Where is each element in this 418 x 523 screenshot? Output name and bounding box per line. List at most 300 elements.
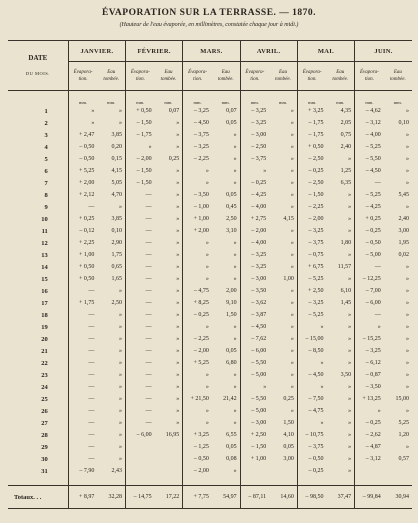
rain-cell: » <box>348 156 352 162</box>
evaporation-cell: – 4,25 <box>240 189 269 201</box>
totals-label: Totaux. . . <box>8 486 68 509</box>
rain-cell: 1,50 <box>226 312 237 318</box>
evaporation-cell: – 15,00 <box>297 333 326 345</box>
evaporation-cell: – 0,50 <box>68 153 97 165</box>
rain-cell: » <box>119 336 123 342</box>
unit-label: mm. <box>212 91 240 106</box>
evaporation-cell: — <box>126 237 155 249</box>
units-spacer <box>8 91 68 106</box>
table-row <box>8 417 412 429</box>
evaporation-cell: + 2,00 <box>68 177 97 189</box>
evaporation-cell: – 5,00 <box>355 249 384 261</box>
evaporation-cell: – 0,87 <box>355 369 384 381</box>
rain-column-header <box>212 62 240 91</box>
rain-cell: » <box>406 300 409 306</box>
evaporation-cell: – 3,25 <box>355 345 384 357</box>
total-evaporation-cell: – 87,11 <box>240 486 269 509</box>
spacer-cell <box>384 477 412 486</box>
evaporation-cell: — <box>68 393 97 405</box>
rain-cell: » <box>290 408 294 414</box>
table-row <box>8 213 412 225</box>
evaporation-cell: – 0,25 <box>183 309 212 321</box>
rain-cell: 0,07 <box>168 108 180 114</box>
rain-cell: 5,45 <box>398 192 409 198</box>
evaporation-cell: – 12,25 <box>355 273 384 285</box>
evaporation-cell: – 4,87 <box>355 441 384 453</box>
day-number: 1 <box>44 107 48 115</box>
rain-cell: 1,45 <box>340 300 352 306</box>
rain-label: tombée. <box>390 77 406 82</box>
rain-cell: » <box>406 408 409 414</box>
rain-label: tombée. <box>217 77 234 82</box>
rain-cell: » <box>119 432 123 438</box>
evaporation-cell: — <box>68 285 97 297</box>
evaporation-cell: — <box>68 369 97 381</box>
rain-cell: » <box>348 396 352 402</box>
table-row <box>8 129 412 141</box>
evaporation-cell: – 3,25 <box>297 297 326 309</box>
rain-cell: » <box>233 180 237 186</box>
evaporation-cell: – 4,25 <box>355 201 384 213</box>
table-row <box>8 105 412 117</box>
day-number: 23 <box>41 371 48 379</box>
rain-cell: 9,10 <box>226 300 237 306</box>
evaporation-cell: – 1,75 <box>297 129 326 141</box>
evaporation-cell: – 3,50 <box>240 285 269 297</box>
evaporation-cell: — <box>126 345 155 357</box>
rain-cell: » <box>176 300 180 306</box>
day-number: 29 <box>41 443 48 451</box>
evaporation-cell: – 4,75 <box>183 285 212 297</box>
table-row <box>8 393 412 405</box>
rain-cell: » <box>233 144 237 150</box>
rain-cell: » <box>406 132 409 138</box>
rain-cell: » <box>348 252 352 258</box>
evaporation-cell <box>126 465 155 477</box>
evaporation-cell: – 0,25 <box>297 465 326 477</box>
rain-cell: » <box>406 384 409 390</box>
evaporation-cell: — <box>126 357 155 369</box>
total-rain-cell: 54,97 <box>212 486 240 509</box>
rain-cell: » <box>348 468 352 474</box>
total-rain-cell: 14,60 <box>269 486 297 509</box>
evaporation-cell: » <box>183 249 212 261</box>
rain-cell: » <box>290 252 294 258</box>
rain-cell: » <box>290 348 294 354</box>
rain-label: Eau <box>107 70 116 75</box>
evaporation-cell: – 6,00 <box>240 345 269 357</box>
rain-cell: » <box>406 288 409 294</box>
rain-cell: » <box>119 420 123 426</box>
table-row <box>8 405 412 417</box>
evaporation-cell: — <box>68 417 97 429</box>
rain-cell: » <box>176 336 180 342</box>
rain-cell: » <box>348 456 352 462</box>
evaporation-cell: – 2,25 <box>183 333 212 345</box>
evaporation-cell: » <box>183 273 212 285</box>
rain-cell: » <box>290 132 294 138</box>
rain-cell: » <box>406 372 409 378</box>
total-rain-cell: 32,28 <box>97 486 125 509</box>
evaporation-cell: – 15,25 <box>355 333 384 345</box>
rain-label: Eau <box>336 70 345 75</box>
rain-cell: » <box>233 384 237 390</box>
rain-cell: 4,10 <box>283 432 294 438</box>
evaporation-cell: + 2,25 <box>68 237 97 249</box>
rain-cell: 3,85 <box>111 216 123 222</box>
rain-cell: 2,05 <box>340 120 352 126</box>
evaporation-cell: + 1,00 <box>240 453 269 465</box>
rain-label: tombée. <box>332 77 349 82</box>
evaporation-cell: – 3,25 <box>240 261 269 273</box>
month-header: AVRIL. <box>240 41 297 62</box>
evaporation-cell: — <box>126 417 155 429</box>
evaporation-cell: — <box>126 249 155 261</box>
rain-cell: » <box>176 264 180 270</box>
evaporation-cell: – 0,50 <box>68 141 97 153</box>
table-row <box>8 249 412 261</box>
evaporation-cell: » <box>183 321 212 333</box>
rain-cell: » <box>406 360 409 366</box>
rain-cell <box>384 465 412 477</box>
spacer-cell <box>126 477 155 486</box>
rain-cell: » <box>290 312 294 318</box>
rain-label: Eau <box>164 70 173 75</box>
evaporation-cell: – 3,50 <box>355 381 384 393</box>
rain-cell: 1,80 <box>340 240 352 246</box>
table-row <box>8 177 412 189</box>
rain-cell: » <box>176 360 180 366</box>
day-number: 9 <box>44 203 48 211</box>
evaporation-cell: — <box>126 393 155 405</box>
evaporation-cell: – 5,25 <box>297 273 326 285</box>
rain-cell: 0,10 <box>398 120 409 126</box>
evaporation-label: tion. <box>78 77 88 82</box>
rain-cell: » <box>119 288 123 294</box>
rain-cell: » <box>176 312 180 318</box>
rain-cell: 15,00 <box>395 396 409 402</box>
rain-cell: 1,00 <box>283 276 294 282</box>
rain-cell: 0,05 <box>283 444 294 450</box>
rain-cell: » <box>119 204 123 210</box>
rain-cell: » <box>119 360 123 366</box>
evaporation-cell: – 8,50 <box>297 345 326 357</box>
table-row <box>8 201 412 213</box>
day-number: 15 <box>41 275 48 283</box>
column-subheader-row <box>8 62 412 91</box>
rain-cell: » <box>348 192 352 198</box>
rain-cell: 4,15 <box>111 168 123 174</box>
table-row <box>8 297 412 309</box>
unit-label: mm. <box>155 91 183 106</box>
evaporation-cell: » <box>126 141 155 153</box>
rain-cell: » <box>176 408 180 414</box>
rain-cell: 0,10 <box>111 228 123 234</box>
evaporation-cell: » <box>183 417 212 429</box>
day-number: 5 <box>44 155 48 163</box>
evaporation-cell: – 4,50 <box>183 117 212 129</box>
evaporation-cell: – 7,62 <box>240 333 269 345</box>
evaporation-label: Évapora- <box>130 70 150 75</box>
rain-cell: » <box>176 372 180 378</box>
spacer-cell <box>240 477 269 486</box>
rain-cell: 3,00 <box>283 456 294 462</box>
day-number: 6 <box>44 167 48 175</box>
month-header: MAI. <box>297 41 354 62</box>
rain-cell: 2,43 <box>111 468 123 474</box>
rain-cell: » <box>406 348 409 354</box>
evaporation-cell: – 3,12 <box>355 117 384 129</box>
rain-cell: » <box>119 312 123 318</box>
evaporation-cell: » <box>355 321 384 333</box>
unit-label: mm. <box>126 91 155 106</box>
evaporation-label: tion. <box>193 77 203 82</box>
rain-cell: 0,05 <box>226 444 237 450</box>
rain-cell: 1,65 <box>111 276 123 282</box>
rain-cell: » <box>233 168 237 174</box>
evaporation-cell: – 5,00 <box>240 405 269 417</box>
evaporation-cell: — <box>355 177 384 189</box>
table-row <box>8 381 412 393</box>
rain-column-header <box>269 62 297 91</box>
evaporation-label: tion. <box>364 77 374 82</box>
rain-cell: 6,80 <box>226 360 237 366</box>
table-row <box>8 357 412 369</box>
unit-label: mm. <box>240 91 269 106</box>
units-row <box>8 91 412 106</box>
total-rain-cell: 30,94 <box>384 486 412 509</box>
evaporation-cell: – 3,75 <box>183 129 212 141</box>
rain-cell: » <box>176 324 180 330</box>
rain-cell: » <box>406 204 409 210</box>
rain-cell: » <box>176 192 180 198</box>
evaporation-cell: – 4,62 <box>355 105 384 117</box>
rain-cell: » <box>348 336 352 342</box>
evaporation-cell: + 13,25 <box>355 393 384 405</box>
rain-cell: » <box>233 468 237 474</box>
unit-label: mm. <box>326 91 354 106</box>
evaporation-label: tion. <box>250 77 260 82</box>
evaporation-cell: » <box>297 381 326 393</box>
evaporation-label: Évapora- <box>188 70 208 75</box>
rain-label: tombée. <box>160 77 177 82</box>
spacer-cell <box>297 477 326 486</box>
month-header: JANVIER. <box>68 41 125 62</box>
rain-cell: » <box>176 396 180 402</box>
evaporation-cell: + 0,25 <box>355 213 384 225</box>
evaporation-cell: + 0,50 <box>68 261 97 273</box>
evaporation-cell: + 21,50 <box>183 393 212 405</box>
evaporation-label: tion. <box>307 77 317 82</box>
evaporation-cell: – 3,75 <box>297 237 326 249</box>
rain-cell: 0,25 <box>283 396 294 402</box>
evaporation-cell: — <box>68 441 97 453</box>
rain-cell: 5,05 <box>111 180 123 186</box>
evaporation-cell: — <box>68 201 97 213</box>
evaporation-cell: + 1,00 <box>183 213 212 225</box>
evaporation-cell: » <box>68 105 97 117</box>
rain-cell: » <box>119 408 123 414</box>
rain-label: tombée. <box>275 77 291 82</box>
evaporation-cell: – 5,50 <box>240 357 269 369</box>
evaporation-cell <box>240 465 269 477</box>
rain-column-header <box>326 62 354 91</box>
rain-cell: » <box>290 336 294 342</box>
evaporation-cell: – 10,75 <box>297 429 326 441</box>
rain-cell: » <box>119 372 123 378</box>
evaporation-cell: – 1,50 <box>126 165 155 177</box>
evaporation-cell: — <box>68 405 97 417</box>
rain-cell: 2,40 <box>340 144 352 150</box>
day-number: 24 <box>41 383 48 391</box>
evaporation-cell: – 6,00 <box>126 429 155 441</box>
rain-label: Eau <box>278 70 288 75</box>
table-body <box>8 91 412 509</box>
evaporation-cell: – 3,75 <box>240 153 269 165</box>
evaporation-cell: – 5,50 <box>240 393 269 405</box>
evaporation-cell: – 2,25 <box>183 153 212 165</box>
spacer-cell <box>155 477 183 486</box>
unit-label: mm. <box>384 91 412 106</box>
evaporation-cell: + 0,25 <box>68 213 97 225</box>
evaporation-cell: — <box>68 453 97 465</box>
evaporation-cell: – 5,25 <box>355 189 384 201</box>
evaporation-cell: – 1,50 <box>126 117 155 129</box>
rain-cell: » <box>290 288 294 294</box>
evaporation-cell: — <box>68 357 97 369</box>
table-row <box>8 273 412 285</box>
rain-cell <box>155 453 183 465</box>
evaporation-cell: + 0,50 <box>297 141 326 153</box>
evaporation-cell <box>126 453 155 465</box>
date-column-header <box>8 41 68 91</box>
evaporation-cell: – 3,50 <box>183 189 212 201</box>
day-number: 3 <box>44 131 48 139</box>
evaporation-cell: — <box>126 189 155 201</box>
evaporation-cell: – 5,00 <box>240 369 269 381</box>
rain-cell: » <box>290 228 294 234</box>
rain-cell: » <box>176 384 180 390</box>
rain-cell: » <box>233 264 237 270</box>
evaporation-cell: — <box>126 225 155 237</box>
rain-cell: » <box>290 240 294 246</box>
rain-cell: » <box>176 132 180 138</box>
table-row <box>8 333 412 345</box>
evaporation-cell: » <box>183 237 212 249</box>
evaporation-cell: + 0,50 <box>126 105 155 117</box>
evaporation-cell: + 2,50 <box>297 285 326 297</box>
rain-cell: » <box>176 228 180 234</box>
evaporation-cell: — <box>126 405 155 417</box>
evaporation-cell: » <box>240 165 269 177</box>
rain-cell: » <box>119 108 123 114</box>
rain-cell: » <box>233 420 237 426</box>
rain-cell: » <box>290 372 294 378</box>
evaporation-cell <box>355 465 384 477</box>
evaporation-label: Évapora- <box>302 70 322 75</box>
rain-cell: » <box>290 108 294 114</box>
rain-cell: » <box>348 384 352 390</box>
evaporation-cell: – 5,25 <box>297 309 326 321</box>
rain-cell: 4,70 <box>111 192 123 198</box>
evaporation-cell: – 1,00 <box>183 201 212 213</box>
evaporation-cell: – 2,62 <box>355 429 384 441</box>
rain-cell: 0,05 <box>226 192 237 198</box>
table-row <box>8 441 412 453</box>
total-evaporation-cell: – 98,50 <box>297 486 326 509</box>
rain-cell: » <box>348 324 352 330</box>
evaporation-cell: — <box>68 321 97 333</box>
spacer-row <box>8 477 412 486</box>
rain-cell: » <box>348 408 352 414</box>
evaporation-cell: – 4,50 <box>240 321 269 333</box>
evaporation-label: Évapora- <box>245 70 265 75</box>
rain-cell: 11,57 <box>337 264 352 270</box>
rain-cell: 6,10 <box>340 288 352 294</box>
rain-cell: » <box>290 144 294 150</box>
rain-cell: » <box>406 312 409 318</box>
evaporation-cell: – 0,25 <box>355 225 384 237</box>
day-number: 20 <box>41 335 48 343</box>
rain-cell: 2,00 <box>226 288 237 294</box>
evaporation-cell: – 1,75 <box>126 129 155 141</box>
rain-cell: 5,25 <box>398 420 409 426</box>
evaporation-cell: – 3,87 <box>240 309 269 321</box>
rain-cell: » <box>176 240 180 246</box>
rain-label: tombée. <box>103 77 120 82</box>
day-number: 26 <box>41 407 48 415</box>
rain-cell: » <box>348 312 352 318</box>
day-number: 28 <box>41 431 48 439</box>
rain-cell: 0,08 <box>226 456 237 462</box>
rain-cell: » <box>406 156 409 162</box>
rain-column-header <box>155 62 183 91</box>
evaporation-cell: + 2,00 <box>183 225 212 237</box>
totals-row <box>8 486 412 509</box>
rain-cell: » <box>233 372 237 378</box>
table-row <box>8 153 412 165</box>
rain-cell: 1,95 <box>398 240 409 246</box>
total-evaporation-cell: – 14,75 <box>126 486 155 509</box>
rain-cell: » <box>406 324 409 330</box>
rain-cell <box>155 465 183 477</box>
evaporation-cell: – 3,00 <box>240 273 269 285</box>
day-number: 14 <box>41 263 48 271</box>
evaporation-cell: » <box>297 321 326 333</box>
evaporation-cell: » <box>183 177 212 189</box>
evaporation-cell: – 0,25 <box>297 165 326 177</box>
evaporation-cell: + 8,25 <box>183 297 212 309</box>
evaporation-cell: » <box>183 165 212 177</box>
rain-cell: » <box>406 144 409 150</box>
rain-cell: 0,25 <box>168 156 180 162</box>
rain-cell: » <box>406 336 409 342</box>
evaporation-cell: » <box>183 261 212 273</box>
rain-cell: » <box>233 156 237 162</box>
evaporation-cell: – 4,00 <box>355 129 384 141</box>
day-number: 27 <box>41 419 48 427</box>
rain-cell: » <box>119 396 123 402</box>
rain-cell: » <box>348 432 352 438</box>
rain-cell: » <box>348 228 352 234</box>
evaporation-cell: – 4,75 <box>297 405 326 417</box>
rain-cell: 2,40 <box>398 216 409 222</box>
evaporation-cell: » <box>183 369 212 381</box>
day-number: 2 <box>44 119 48 127</box>
evaporation-cell: — <box>126 333 155 345</box>
evaporation-cell: » <box>183 405 212 417</box>
rain-cell: » <box>406 444 409 450</box>
